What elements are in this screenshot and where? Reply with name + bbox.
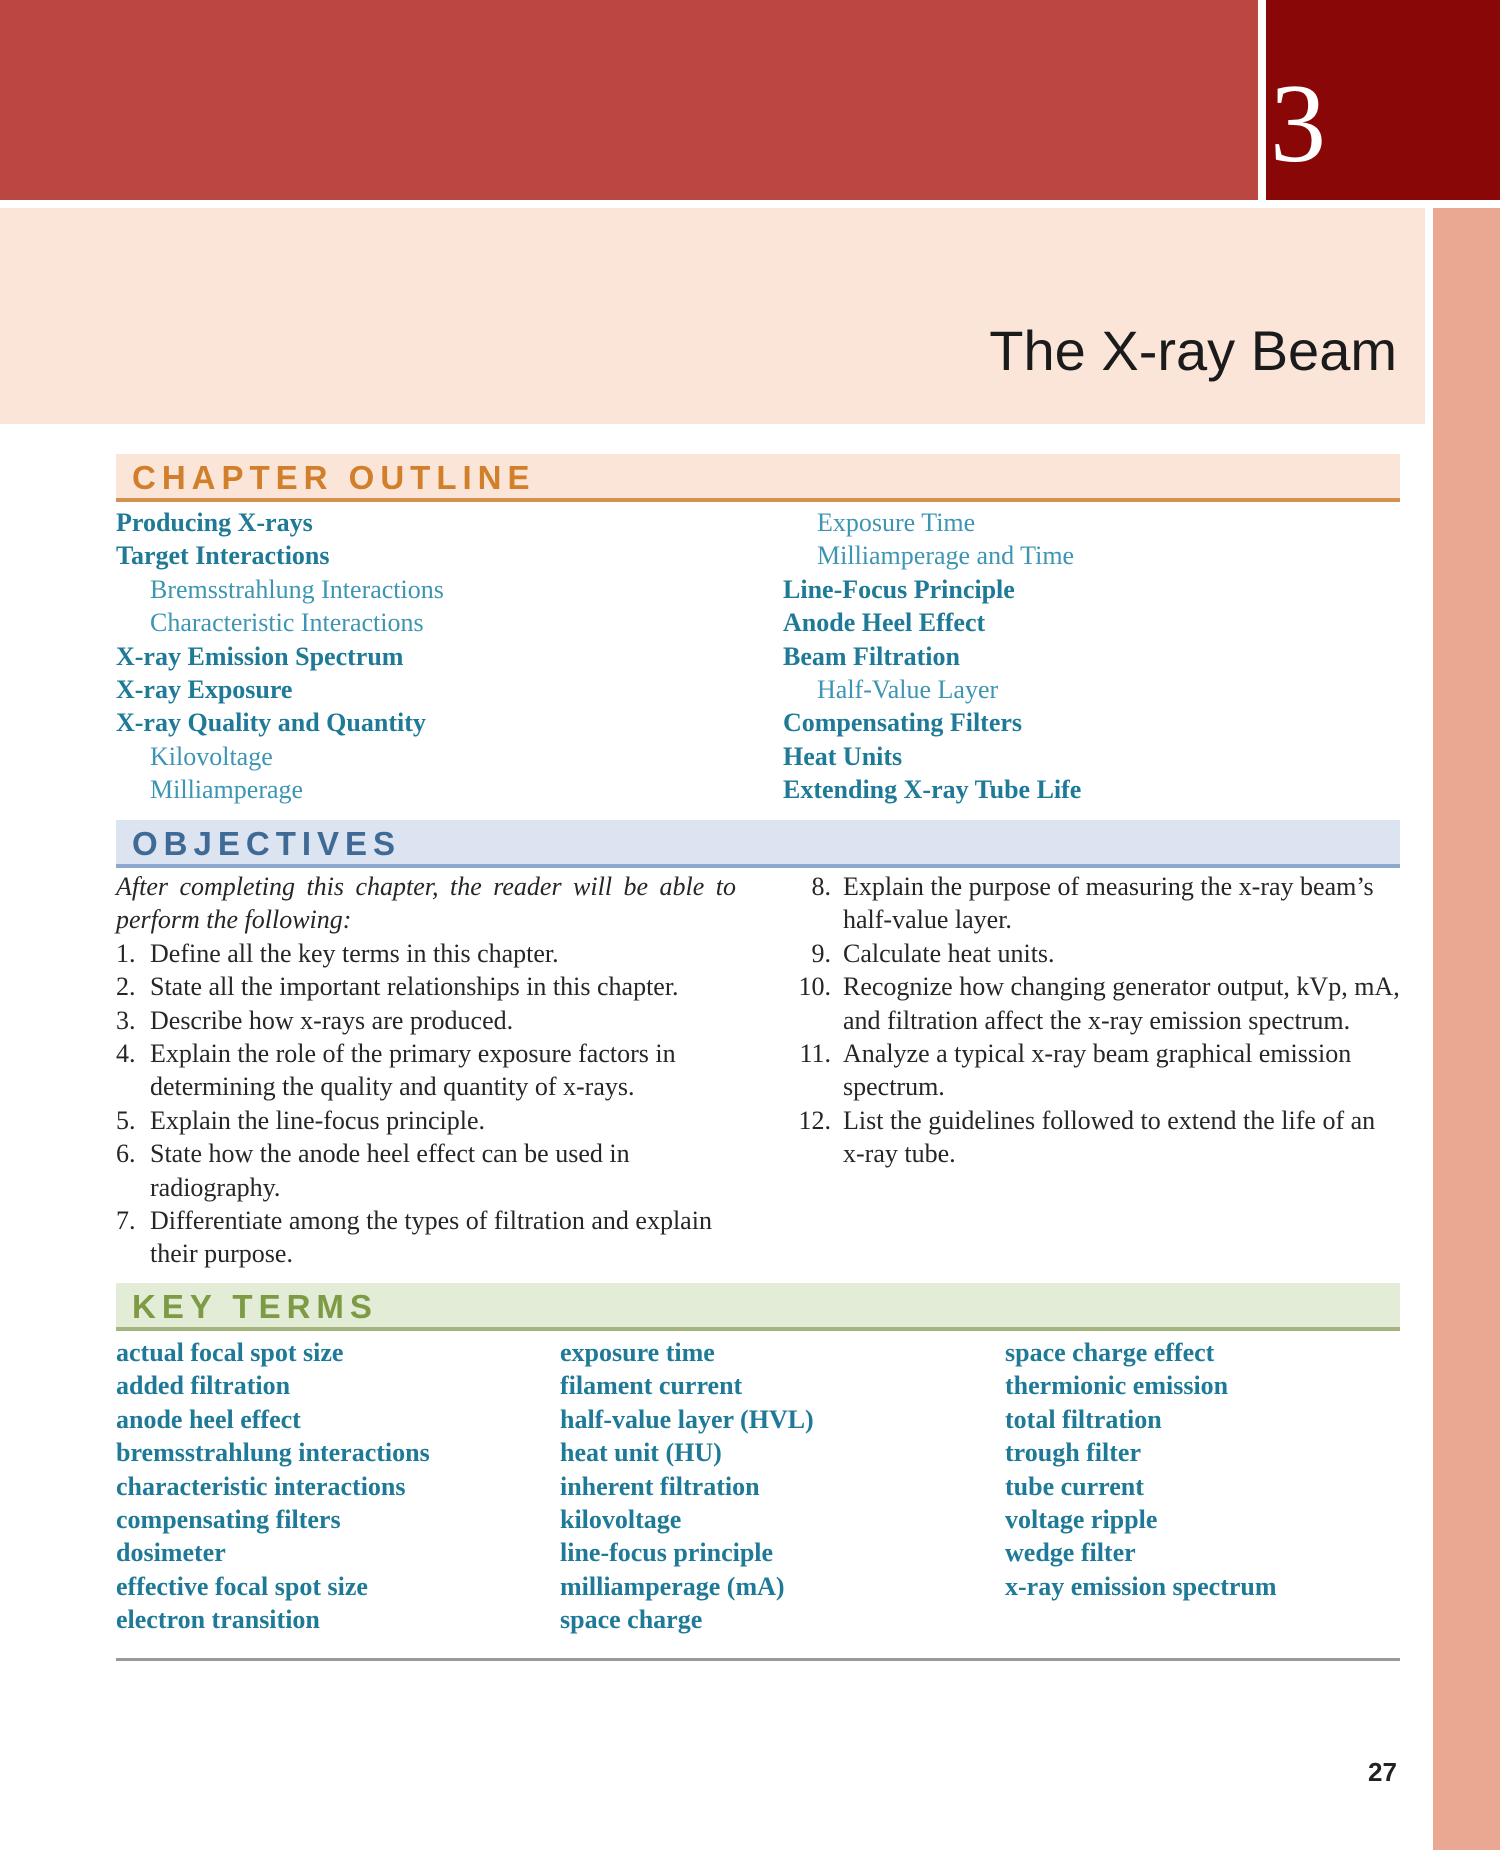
objective-text: Analyze a typical x-ray beam graphical emission spectrum. (843, 1039, 1352, 1102)
key-term: actual focal spot size (116, 1338, 344, 1367)
objective-number: 7. (116, 1206, 136, 1236)
outline-item: Exposure Time (817, 508, 976, 537)
key-terms-column-2 (560, 1336, 814, 1637)
objective-text: Explain the line-focus principle. (150, 1105, 486, 1135)
objective-item (783, 1037, 1403, 1104)
title-band (0, 208, 1425, 424)
objective-text: List the guidelines followed to extend the life of an x-ray tube. (843, 1105, 1376, 1169)
chapter-outline-header (116, 454, 1400, 502)
side-strip (1433, 208, 1500, 1850)
outline-item: Heat Units (783, 741, 903, 771)
objective-number: 11. (799, 1039, 831, 1069)
objective-number: 6. (116, 1139, 136, 1169)
header-divider (1258, 0, 1266, 200)
objective-number: 2. (116, 972, 136, 1002)
key-term: characteristic interactions (116, 1471, 406, 1501)
objectives-intro: After completing this chapter, the reader will be able to perform the following: (116, 872, 736, 935)
objective-item (116, 970, 736, 1003)
outline-item: X-ray Quality and Quantity (116, 708, 426, 738)
key-terms-column-1 (116, 1336, 430, 1637)
key-terms-column-3 (1005, 1336, 1277, 1603)
objective-item (116, 1137, 736, 1204)
outline-item: Target Interactions (116, 541, 330, 571)
objectives-left-column (116, 870, 736, 1271)
key-terms-heading: KEY TERMS (132, 1288, 378, 1325)
outline-item: X-ray Emission Spectrum (116, 641, 404, 671)
objective-text: Describe how x-rays are produced. (150, 1005, 514, 1035)
objective-item (116, 1204, 736, 1271)
outline-item: Characteristic Interactions (150, 608, 424, 638)
page-number: 27 (1368, 1757, 1397, 1787)
objective-text: Recognize how changing generator output, kVp, mA, and filtration affect the x-ray emission spectrum. (843, 972, 1400, 1035)
objective-item (116, 1004, 736, 1037)
outline-right-column (783, 506, 1343, 807)
key-term: filament current (560, 1371, 743, 1401)
objective-number: 4. (116, 1039, 136, 1069)
objective-item (783, 937, 1403, 970)
header-band (0, 0, 1258, 200)
objective-text: Define all the key terms in this chapter. (150, 938, 559, 968)
objective-text: Explain the purpose of measuring the x-ray beam’s half-value layer. (843, 872, 1374, 935)
key-term: anode heel effect (116, 1404, 301, 1434)
objectives-right-column (783, 870, 1403, 1171)
outline-item: Producing X-rays (116, 508, 313, 537)
objectives-header (116, 820, 1400, 868)
objective-item (783, 970, 1403, 1037)
objective-item (116, 1104, 736, 1137)
chapter-title: The X-ray Beam (989, 319, 1397, 382)
outline-item: Beam Filtration (783, 641, 960, 671)
objective-text: State how the anode heel effect can be used in radiography. (150, 1139, 630, 1202)
key-term: heat unit (HU) (560, 1438, 722, 1468)
key-term: tube current (1005, 1471, 1144, 1501)
objectives-heading: OBJECTIVES (132, 825, 402, 862)
key-term: electron transition (116, 1605, 320, 1635)
outline-item: X-ray Exposure (116, 674, 293, 704)
key-term: x-ray emission spectrum (1005, 1571, 1277, 1601)
objective-text: State all the important relationships in this chapter. (150, 972, 679, 1002)
objective-text: Explain the role of the primary exposure factors in determining the quality and quantity of x-rays. (150, 1039, 676, 1102)
bottom-rule (116, 1658, 1400, 1661)
key-term: thermionic emission (1005, 1371, 1229, 1401)
objective-number: 3. (116, 1005, 136, 1035)
objective-number: 1. (116, 938, 136, 968)
key-term: effective focal spot size (116, 1571, 368, 1601)
outline-left-column (116, 506, 676, 807)
outline-item: Kilovoltage (150, 741, 273, 771)
key-term: total filtration (1005, 1404, 1162, 1434)
key-term: voltage ripple (1005, 1504, 1158, 1534)
objective-number: 12. (798, 1105, 831, 1135)
outline-item: Extending X-ray Tube Life (783, 775, 1082, 805)
objective-item (783, 1104, 1403, 1171)
key-term: space charge effect (1005, 1338, 1215, 1367)
objective-number: 10. (798, 972, 831, 1002)
objective-text: Calculate heat units. (843, 938, 1055, 968)
key-term: compensating filters (116, 1504, 341, 1534)
key-term: dosimeter (116, 1538, 226, 1568)
key-term: trough filter (1005, 1438, 1141, 1468)
key-term: space charge (560, 1605, 703, 1635)
outline-item: Milliamperage and Time (817, 541, 1075, 571)
outline-item: Milliamperage (150, 775, 304, 805)
objective-item (116, 937, 736, 970)
outline-item: Line-Focus Principle (783, 574, 1015, 604)
outline-item: Anode Heel Effect (783, 608, 986, 638)
key-term: line-focus principle (560, 1538, 774, 1568)
objective-item (783, 870, 1403, 937)
key-term: added filtration (116, 1371, 291, 1401)
key-term: kilovoltage (560, 1504, 682, 1534)
key-term: exposure time (560, 1338, 715, 1367)
outline-item: Compensating Filters (783, 708, 1023, 738)
key-term: inherent filtration (560, 1471, 760, 1501)
outline-item: Bremsstrahlung Interactions (150, 574, 444, 604)
objective-text: Differentiate among the types of filtration and explain their purpose. (150, 1206, 712, 1269)
objective-number: 9. (811, 938, 831, 968)
objective-number: 8. (811, 872, 831, 901)
key-term: half-value layer (HVL) (560, 1404, 814, 1434)
key-term: wedge filter (1005, 1538, 1136, 1568)
objective-item (116, 1037, 736, 1104)
chapter-outline-heading: CHAPTER OUTLINE (132, 459, 536, 496)
objective-number: 5. (116, 1105, 136, 1135)
key-term: bremsstrahlung interactions (116, 1438, 430, 1468)
key-term: milliamperage (mA) (560, 1571, 785, 1601)
outline-item: Half-Value Layer (817, 674, 999, 704)
chapter-number: 3 (1270, 62, 1326, 186)
key-terms-header (116, 1283, 1400, 1331)
